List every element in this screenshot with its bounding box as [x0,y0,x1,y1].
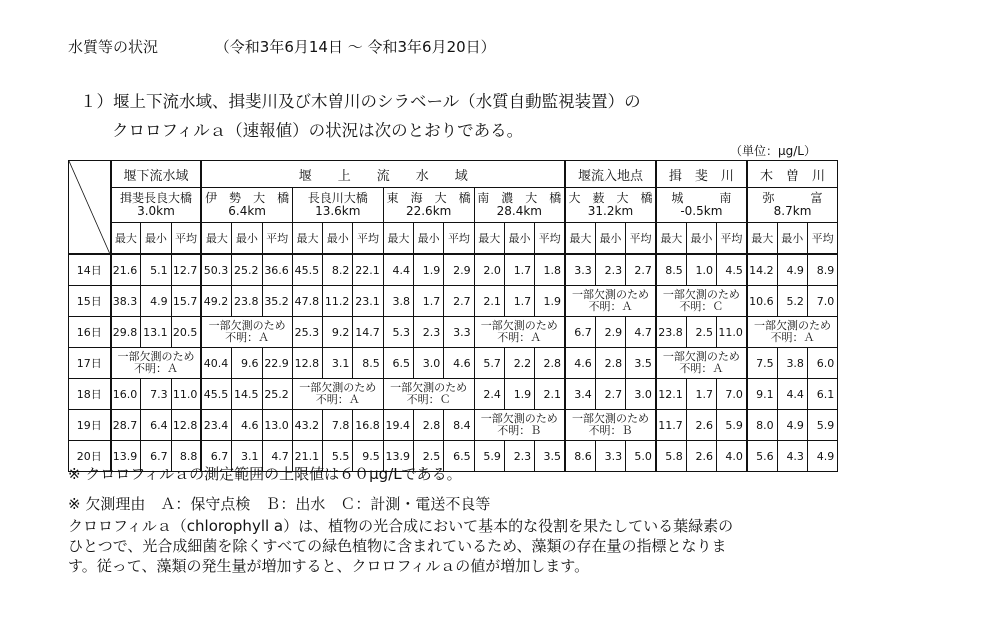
value-cell: 47.8 [292,286,322,317]
value-cell: 8.5 [353,348,383,379]
missing-cell [474,317,565,348]
value-cell: 45.5 [201,379,231,410]
missing-reason: 不明：Ｃ [679,300,724,313]
value-cell: 5.1 [141,254,171,286]
stat-header: 平均 [626,223,656,255]
value-cell: 2.3 [595,254,625,286]
day-label: 20日 [69,441,111,472]
value-cell: 20.5 [171,317,201,348]
value-cell: 3.3 [595,441,625,472]
point-distance: -0.5km [680,204,723,218]
missing-text: 一部欠測のため [754,319,832,332]
point-name: 長良川大橋 [307,191,368,205]
value-cell: 6.5 [444,441,474,472]
value-cell: 21.1 [292,441,322,472]
value-cell: 3.0 [626,379,656,410]
value-cell: 22.1 [353,254,383,286]
value-cell: 5.9 [807,410,837,441]
value-cell: 8.4 [444,410,474,441]
table-row [69,317,838,348]
missing-text: 一部欠測のため [117,350,195,363]
value-cell: 7.8 [323,410,353,441]
value-cell: 12.8 [292,348,322,379]
table-row [69,410,838,441]
value-cell: 5.9 [717,410,747,441]
report-title: 水質等の状況 [68,38,159,56]
point-header [111,188,202,223]
day-label: 19日 [69,410,111,441]
value-cell: 2.8 [595,348,625,379]
value-cell: 4.3 [777,441,807,472]
value-cell: 2.8 [535,348,565,379]
point-header [565,188,656,223]
point-distance: 28.4km [496,204,542,218]
missing-text: 一部欠測のため [390,381,468,394]
group-header: 堰 上 流 水 域 [201,161,565,188]
value-cell: 3.0 [414,348,444,379]
stat-header: 最大 [656,223,686,255]
table-row [69,379,838,410]
value-cell: 2.5 [686,317,716,348]
value-cell: 8.8 [171,441,201,472]
value-cell: 8.5 [656,254,686,286]
missing-cell [565,286,656,317]
value-cell: 3.4 [565,379,595,410]
missing-reason: 不明：Ｂ [588,424,633,437]
value-cell: 29.8 [111,317,141,348]
value-cell: 11.2 [323,286,353,317]
value-cell: 25.3 [292,317,322,348]
missing-cell [747,317,838,348]
value-cell: 12.8 [171,410,201,441]
note-description [68,516,848,576]
value-cell: 4.6 [232,410,262,441]
value-cell: 50.3 [201,254,231,286]
value-cell: 3.3 [444,317,474,348]
header-corner [69,161,111,255]
value-cell: 1.7 [504,286,534,317]
stat-header: 最小 [232,223,262,255]
stat-header: 最小 [141,223,171,255]
value-cell: 6.7 [141,441,171,472]
value-cell: 2.4 [474,379,504,410]
point-name: 弥 富 [762,191,823,205]
point-header [656,188,747,223]
value-cell: 9.2 [323,317,353,348]
value-cell: 7.5 [747,348,777,379]
stat-header: 最大 [111,223,141,255]
value-cell: 23.1 [353,286,383,317]
value-cell: 23.4 [201,410,231,441]
stat-header: 平均 [444,223,474,255]
value-cell: 16.8 [353,410,383,441]
value-cell: 6.5 [383,348,413,379]
value-cell: 3.8 [777,348,807,379]
value-cell: 7.3 [141,379,171,410]
missing-reason: 不明：Ａ [225,331,270,344]
value-cell: 36.6 [262,254,292,286]
value-cell: 23.8 [656,317,686,348]
missing-cell [565,410,656,441]
missing-cell [474,410,565,441]
missing-text: 一部欠測のため [571,288,649,301]
point-header [474,188,565,223]
point-header [383,188,474,223]
value-cell: 2.7 [626,254,656,286]
intro-line-1: １）堰上下流水域、揖斐川及び木曽川のシラベール（水質自動監視装置）の [80,92,641,111]
value-cell: 6.0 [807,348,837,379]
value-cell: 2.0 [474,254,504,286]
missing-reason: 不明：Ａ [770,331,815,344]
value-cell: 2.3 [504,441,534,472]
value-cell: 2.8 [414,410,444,441]
point-distance: 8.7km [773,204,812,218]
value-cell: 21.6 [111,254,141,286]
table-row [69,254,838,286]
value-cell: 5.6 [747,441,777,472]
stat-header: 平均 [353,223,383,255]
value-cell: 1.0 [686,254,716,286]
value-cell: 4.7 [262,441,292,472]
unit-label: （単位：μg/L） [730,144,816,158]
value-cell: 5.2 [777,286,807,317]
value-cell: 15.7 [171,286,201,317]
day-label: 14日 [69,254,111,286]
stat-header: 最大 [474,223,504,255]
value-cell: 1.7 [686,379,716,410]
stat-header: 平均 [535,223,565,255]
value-cell: 3.1 [232,441,262,472]
missing-text: 一部欠測のため [480,412,558,425]
value-cell: 12.7 [171,254,201,286]
missing-reason: 不明：Ｂ [497,424,542,437]
value-cell: 13.9 [383,441,413,472]
point-distance: 3.0km [137,204,175,218]
value-cell: 6.7 [201,441,231,472]
missing-cell [201,317,292,348]
intro-line-2: クロロフィルａ（速報値）の状況は次のとおりである。 [112,121,524,140]
value-cell: 2.1 [535,379,565,410]
report-heading [68,36,496,57]
group-header: 揖 斐 川 [656,161,747,188]
day-label: 17日 [69,348,111,379]
value-cell: 4.9 [777,254,807,286]
point-header [747,188,838,223]
value-cell: 22.9 [262,348,292,379]
value-cell: 25.2 [262,379,292,410]
value-cell: 4.5 [717,254,747,286]
day-label: 16日 [69,317,111,348]
day-label: 18日 [69,379,111,410]
value-cell: 5.3 [383,317,413,348]
point-distance: 13.6km [315,204,361,218]
value-cell: 2.9 [595,317,625,348]
day-label: 15日 [69,286,111,317]
value-cell: 1.9 [504,379,534,410]
value-cell: 11.7 [656,410,686,441]
value-cell: 11.0 [171,379,201,410]
missing-cell [383,379,474,410]
stat-header: 最大 [747,223,777,255]
point-name: 南 濃 大 橋 [477,191,562,205]
missing-reason: 不明：Ａ [133,362,178,375]
stat-header: 最大 [292,223,322,255]
value-cell: 23.8 [232,286,262,317]
value-cell: 9.5 [353,441,383,472]
note-description-line: クロロフィルａ（chlorophyll a）は、植物の光合成において基本的な役割を果たしている葉緑素の [68,517,734,535]
missing-cell [656,348,747,379]
value-cell: 4.9 [807,441,837,472]
value-cell: 5.7 [474,348,504,379]
note-description-line: す。従って、藻類の発生量が増加すると、クロロフィルａの値が増加します。 [68,557,590,575]
point-header [292,188,383,223]
point-name: 大 薮 大 橋 [568,191,653,205]
missing-cell [656,286,747,317]
value-cell: 9.1 [747,379,777,410]
value-cell: 4.7 [626,317,656,348]
point-name: 東 海 大 橋 [386,191,471,205]
value-cell: 8.9 [807,254,837,286]
missing-cell [111,348,202,379]
value-cell: 14.7 [353,317,383,348]
value-cell: 6.4 [141,410,171,441]
group-header: 堰流入地点 [565,161,656,188]
value-cell: 2.7 [595,379,625,410]
group-header: 木 曽 川 [747,161,838,188]
value-cell: 6.7 [565,317,595,348]
value-cell: 4.0 [717,441,747,472]
missing-cell [292,379,383,410]
table-row [69,348,838,379]
missing-text: 一部欠測のため [299,381,377,394]
value-cell: 4.4 [383,254,413,286]
missing-text: 一部欠測のため [662,288,740,301]
point-distance: 6.4km [228,204,266,218]
value-cell: 2.1 [474,286,504,317]
value-cell: 28.7 [111,410,141,441]
point-name: 揖斐長良大橋 [119,191,192,205]
value-cell: 3.3 [565,254,595,286]
point-name: 伊 勢 大 橋 [205,191,290,205]
value-cell: 4.4 [777,379,807,410]
value-cell: 5.0 [626,441,656,472]
value-cell: 3.5 [626,348,656,379]
point-name: 城 南 [671,191,732,205]
value-cell: 13.9 [111,441,141,472]
value-cell: 1.9 [535,286,565,317]
value-cell: 3.1 [323,348,353,379]
value-cell: 13.1 [141,317,171,348]
value-cell: 2.9 [444,254,474,286]
value-cell: 4.6 [444,348,474,379]
value-cell: 8.6 [565,441,595,472]
value-cell: 40.4 [201,348,231,379]
value-cell: 14.2 [747,254,777,286]
value-cell: 11.0 [717,317,747,348]
value-cell: 2.2 [504,348,534,379]
value-cell: 7.0 [807,286,837,317]
value-cell: 35.2 [262,286,292,317]
stat-header: 平均 [171,223,201,255]
value-cell: 5.9 [474,441,504,472]
value-cell: 4.6 [565,348,595,379]
value-cell: 43.2 [292,410,322,441]
value-cell: 6.1 [807,379,837,410]
value-cell: 1.7 [414,286,444,317]
value-cell: 2.6 [686,441,716,472]
value-cell: 49.2 [201,286,231,317]
missing-reason: 不明：Ｃ [406,393,451,406]
report-period: （令和3年6月14日 ～ 令和3年6月20日） [214,38,496,56]
value-cell: 10.6 [747,286,777,317]
missing-text: 一部欠測のため [480,319,558,332]
value-cell: 25.2 [232,254,262,286]
value-cell: 38.3 [111,286,141,317]
stat-header: 最大 [201,223,231,255]
value-cell: 1.9 [414,254,444,286]
stat-header: 最小 [323,223,353,255]
value-cell: 4.9 [141,286,171,317]
value-cell: 45.5 [292,254,322,286]
value-cell: 16.0 [111,379,141,410]
value-cell: 9.6 [232,348,262,379]
missing-text: 一部欠測のため [662,350,740,363]
value-cell: 7.0 [717,379,747,410]
value-cell: 2.3 [414,317,444,348]
table-row [69,286,838,317]
group-header: 堰下流水域 [111,161,202,188]
value-cell: 19.4 [383,410,413,441]
stat-header: 平均 [807,223,837,255]
stat-header: 最小 [777,223,807,255]
missing-reason: 不明：Ａ [315,393,360,406]
stat-header: 平均 [717,223,747,255]
point-distance: 31.2km [587,204,634,218]
missing-text: 一部欠測のため [208,319,286,332]
value-cell: 3.5 [535,441,565,472]
value-cell: 3.8 [383,286,413,317]
value-cell: 8.0 [747,410,777,441]
stat-header: 最大 [565,223,595,255]
value-cell: 12.1 [656,379,686,410]
missing-reason: 不明：Ａ [679,362,724,375]
point-distance: 22.6km [405,204,452,218]
value-cell: 5.5 [323,441,353,472]
value-cell: 8.2 [323,254,353,286]
point-header [201,188,292,223]
stat-header: 最小 [414,223,444,255]
note-missing-reasons: ※ 欠測理由 Ａ：保守点検 Ｂ：出水 Ｃ：計測・電送不良等 [68,495,491,513]
value-cell: 14.5 [232,379,262,410]
stat-header: 最大 [383,223,413,255]
missing-reason: 不明：Ａ [588,300,633,313]
stat-header: 最小 [686,223,716,255]
corner-diagonal [69,161,110,253]
stat-header: 平均 [262,223,292,255]
value-cell: 1.7 [504,254,534,286]
value-cell: 4.9 [777,410,807,441]
value-cell: 1.8 [535,254,565,286]
note-upper-limit: ※ クロロフィルａの測定範囲の上限値は６０μg/Lである。 [68,465,462,483]
value-cell: 13.0 [262,410,292,441]
missing-reason: 不明：Ａ [497,331,542,344]
value-cell: 2.6 [686,410,716,441]
value-cell: 2.5 [414,441,444,472]
missing-text: 一部欠測のため [571,412,649,425]
value-cell: 2.7 [444,286,474,317]
note-description-line: ひとつで、光合成細菌を除くすべての緑色植物に含まれているため、藻類の存在量の指標となりま [68,537,727,555]
stat-header: 最小 [504,223,534,255]
value-cell: 5.8 [656,441,686,472]
stat-header: 最小 [595,223,625,255]
chlorophyll-table [68,160,838,472]
